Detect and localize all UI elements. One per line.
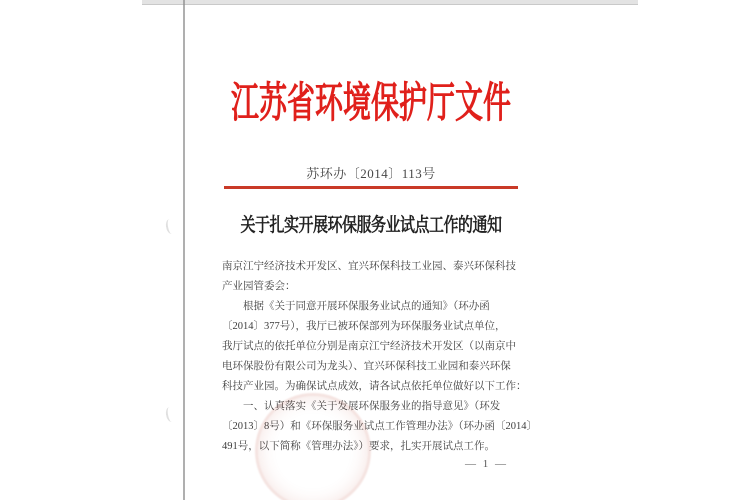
body-line: 〔2013〕8号）和《环保服务业试点工作管理办法》（环办函〔2014〕 — [222, 421, 537, 432]
page-top-edge — [142, 0, 638, 5]
body-line: 电环保股份有限公司为龙头）、宜兴环保科技工业园和泰兴环保 — [222, 361, 511, 372]
body-line: 科技产业园。为确保试点成效，请各试点依托单位做好以下工作： — [222, 381, 527, 392]
body-line: 一、认真落实《关于发展环保服务业的指导意见》（环发 — [222, 401, 501, 412]
scan-smudge — [165, 406, 176, 422]
body-line: 产业园管委会： — [222, 281, 296, 292]
body-line: 我厅试点的依托单位分别是南京江宁经济技术开发区（以南京中 — [222, 341, 516, 352]
body-line: 491号，以下简称《管理办法》）要求，扎实开展试点工作。 — [222, 441, 495, 452]
page-number: — 1 — — [465, 458, 508, 470]
document-number: 苏环办〔2014〕113号 — [306, 166, 436, 181]
official-seal — [255, 393, 371, 500]
scan-smudge — [165, 218, 176, 234]
document-title: 关于扎实开展环保服务业试点工作的通知 — [240, 215, 502, 236]
agency-header-title: 江苏省环境保护厅文件 — [230, 81, 511, 128]
page-fold-line — [183, 0, 185, 500]
body-line: 根据《关于同意开展环保服务业试点的通知》（环办函 — [222, 301, 490, 312]
body-line: 〔2014〕377号），我厅已被环保部列为环保服务业试点单位， — [222, 321, 506, 332]
body-line: 南京江宁经济技术开发区、宜兴环保科技工业园、泰兴环保科技 — [222, 261, 516, 272]
red-divider-line — [224, 186, 518, 189]
